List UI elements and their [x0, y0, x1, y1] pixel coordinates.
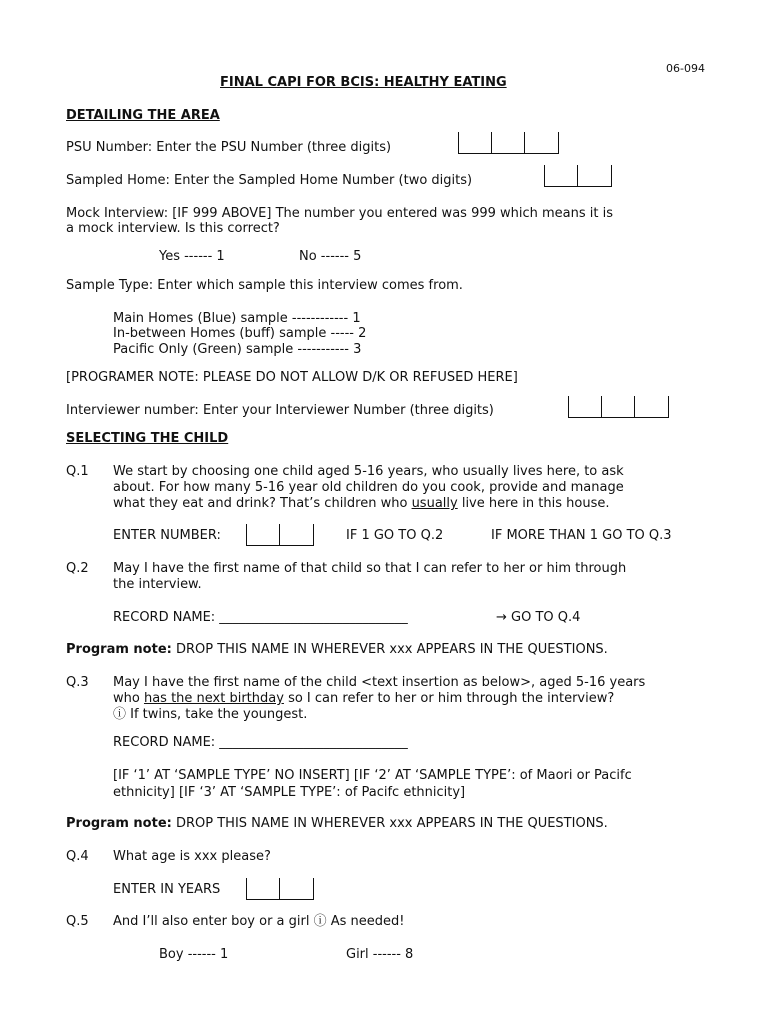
page-title: FINAL CAPI FOR BCIS: HEALTHY EATING	[220, 75, 507, 90]
sample-option-main: Main Homes (Blue) sample ------------ 1	[113, 311, 361, 326]
q3-line2-end: so I can refer to her or him through the interview?	[283, 691, 615, 706]
q1-if-more-instruction: IF MORE THAN 1 GO TO Q.3	[491, 528, 672, 543]
q3-text-line2	[113, 691, 614, 707]
interviewer-prompt: Interviewer number: Enter your Interviewer Number (three digits)	[66, 403, 494, 418]
q3-text-line1: May I have the first name of the child <text insertion as below>, aged 5-16 years	[113, 675, 646, 690]
q1-text-line2: about. For how many 5-16 year old children do you cook, provide and manage	[113, 480, 624, 495]
q4-text-line1: What age is xxx please?	[113, 849, 271, 864]
sample-type-prompt: Sample Type: Enter which sample this interview comes from.	[66, 278, 463, 293]
q2-record-name-field[interactable]: RECORD NAME: _____________________________	[113, 610, 408, 625]
q3-line2-start: who	[113, 691, 144, 706]
program-note-1	[66, 642, 608, 658]
q1-if-one-instruction: IF 1 GO TO Q.2	[346, 528, 444, 543]
sampled-home-boxes[interactable]	[544, 165, 612, 187]
q1-usually-emphasis: usually	[411, 496, 458, 511]
q3-twins-note: ⓘ If twins, take the youngest.	[113, 707, 308, 722]
q5-number: Q.5	[66, 914, 89, 929]
program-note-text: DROP THIS NAME IN WHEREVER xxx APPEARS IN THE QUESTIONS.	[171, 642, 608, 657]
q2-goto-instruction: → GO TO Q.4	[496, 610, 581, 625]
q3-next-birthday-emphasis: has the next birthday	[143, 691, 284, 706]
q4-enter-years-label: ENTER IN YEARS	[113, 882, 221, 897]
mock-yes-option: Yes ------ 1	[159, 249, 225, 264]
q2-text-line2: the interview.	[113, 577, 202, 592]
q5-girl-option: Girl ------ 8	[346, 947, 414, 962]
interviewer-number-boxes[interactable]	[568, 396, 669, 418]
q2-number: Q.2	[66, 561, 89, 576]
program-note-label: Program note:	[66, 816, 172, 831]
q4-age-boxes[interactable]	[246, 878, 314, 900]
q4-number: Q.4	[66, 849, 89, 864]
sample-option-inbetween: In-between Homes (buff) sample ----- 2	[113, 326, 367, 341]
section-heading-detailing: DETAILING THE AREA	[66, 108, 220, 123]
q1-number-boxes[interactable]	[246, 524, 314, 546]
document-code: 06-094	[666, 62, 705, 75]
psu-number-boxes[interactable]	[458, 132, 559, 154]
sampled-home-prompt: Sampled Home: Enter the Sampled Home Number (two digits)	[66, 173, 473, 188]
mock-interview-line2: a mock interview. Is this correct?	[66, 221, 280, 236]
program-note-label: Program note:	[66, 642, 172, 657]
section-heading-selecting: SELECTING THE CHILD	[66, 431, 229, 446]
q1-text-line3	[113, 496, 609, 512]
q1-enter-number-label: ENTER NUMBER:	[113, 528, 221, 543]
q5-text-line1: And I’ll also enter boy or a girl ⓘ As needed!	[113, 914, 405, 929]
q3-number: Q.3	[66, 675, 89, 690]
q1-line3-end: live here in this house.	[457, 496, 610, 511]
mock-interview-line1: Mock Interview: [IF 999 ABOVE] The number you entered was 999 which means it is	[66, 206, 614, 221]
q3-insert-line1: [IF ‘1’ AT ‘SAMPLE TYPE’ NO INSERT] [IF ‘2’ AT ‘SAMPLE TYPE’: of Maori or Pacifc	[113, 768, 632, 783]
q1-number: Q.1	[66, 464, 89, 479]
programmer-note: [PROGRAMER NOTE: PLEASE DO NOT ALLOW D/K OR REFUSED HERE]	[66, 370, 518, 385]
q3-record-name-field[interactable]: RECORD NAME: _____________________________	[113, 735, 408, 750]
q1-line3-start: what they eat and drink? That’s children who	[113, 496, 412, 511]
q5-boy-option: Boy ------ 1	[159, 947, 229, 962]
program-note-text: DROP THIS NAME IN WHEREVER xxx APPEARS IN THE QUESTIONS.	[171, 816, 608, 831]
q1-text-line1: We start by choosing one child aged 5-16 years, who usually lives here, to ask	[113, 464, 624, 479]
sample-option-pacific: Pacific Only (Green) sample ----------- 3	[113, 342, 362, 357]
mock-no-option: No ------ 5	[299, 249, 362, 264]
psu-prompt: PSU Number: Enter the PSU Number (three digits)	[66, 140, 392, 155]
q3-insert-line2: ethnicity] [IF ‘3’ AT ‘SAMPLE TYPE’: of Pacifc ethnicity]	[113, 785, 466, 800]
q2-text-line1: May I have the first name of that child so that I can refer to her or him through	[113, 561, 627, 576]
program-note-2	[66, 816, 608, 832]
